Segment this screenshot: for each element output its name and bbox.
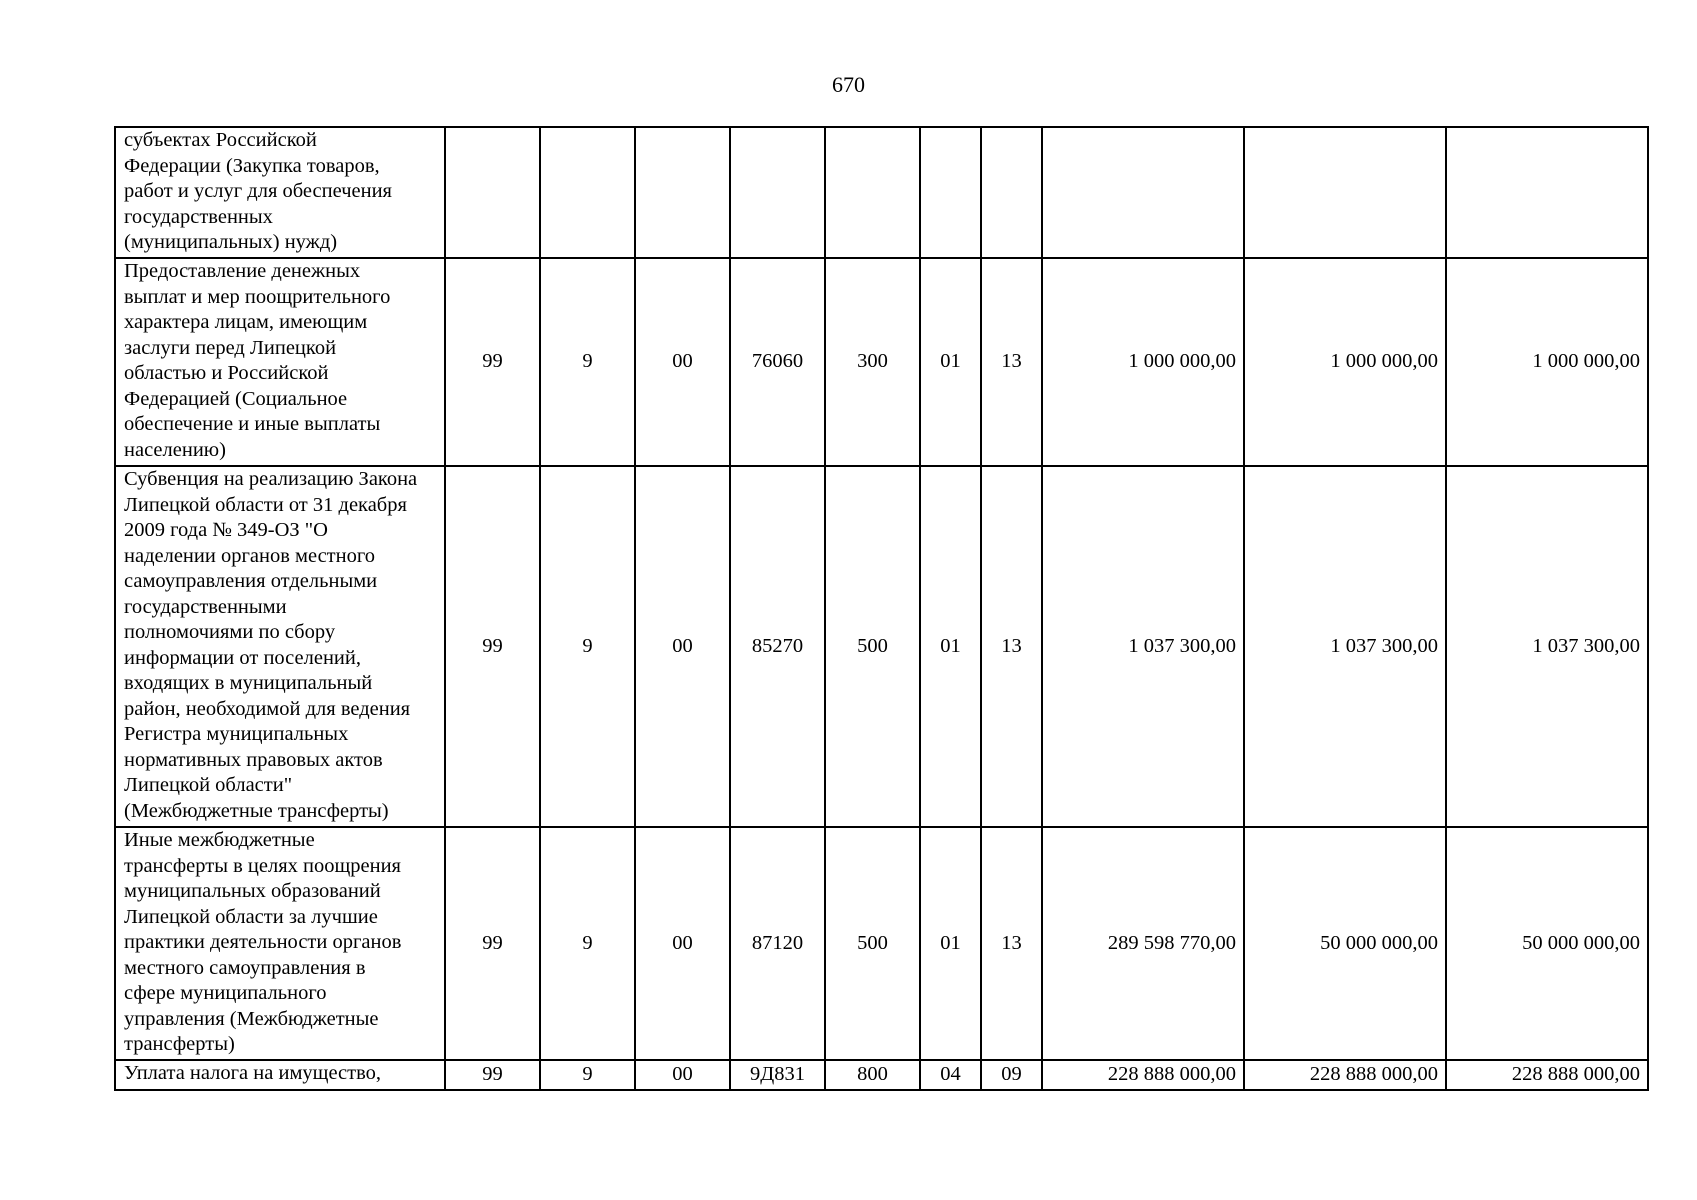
page-number: 670 xyxy=(832,72,865,97)
amount-year-1: 1 037 300,00 xyxy=(1042,466,1244,827)
subsection-code: 13 xyxy=(981,258,1042,466)
amount-year-1: 1 000 000,00 xyxy=(1042,258,1244,466)
article-code: 85270 xyxy=(730,466,825,827)
direction-code: 00 xyxy=(635,466,730,827)
article-code: 76060 xyxy=(730,258,825,466)
expense-type-code: 500 xyxy=(825,827,920,1060)
section-code: 01 xyxy=(920,827,981,1060)
amount-year-2: 1 037 300,00 xyxy=(1244,466,1446,827)
program-code: 99 xyxy=(445,827,540,1060)
subsection-code: 13 xyxy=(981,827,1042,1060)
amount-year-3 xyxy=(1446,127,1648,258)
table-row xyxy=(115,827,1648,1060)
table-row xyxy=(115,127,1648,258)
amount-year-1: 228 888 000,00 xyxy=(1042,1060,1244,1090)
direction-code: 00 xyxy=(635,1060,730,1090)
subsection-code xyxy=(981,127,1042,258)
direction-code: 00 xyxy=(635,258,730,466)
table-row xyxy=(115,258,1648,466)
amount-year-2: 228 888 000,00 xyxy=(1244,1060,1446,1090)
section-code xyxy=(920,127,981,258)
section-code: 01 xyxy=(920,258,981,466)
row-description: Иные межбюджетные трансферты в целях поощрения муниципальных образований Липецкой области за лучшие практики деятельности органов местного самоуправления в сфере муниципального управления (Межбюджетные трансферты) xyxy=(115,827,445,1060)
program-code: 99 xyxy=(445,1060,540,1090)
subsection-code: 13 xyxy=(981,466,1042,827)
subprogram-code: 9 xyxy=(540,466,635,827)
direction-code: 00 xyxy=(635,827,730,1060)
expense-type-code: 300 xyxy=(825,258,920,466)
expense-type-code xyxy=(825,127,920,258)
section-code: 04 xyxy=(920,1060,981,1090)
amount-year-3: 1 037 300,00 xyxy=(1446,466,1648,827)
expense-type-code: 500 xyxy=(825,466,920,827)
program-code: 99 xyxy=(445,466,540,827)
row-description: субъектах Российской Федерации (Закупка товаров, работ и услуг для обеспечения государственных (муниципальных) нужд) xyxy=(115,127,445,258)
amount-year-3: 1 000 000,00 xyxy=(1446,258,1648,466)
budget-table xyxy=(114,126,1649,1091)
amount-year-2: 1 000 000,00 xyxy=(1244,258,1446,466)
subprogram-code: 9 xyxy=(540,1060,635,1090)
article-code xyxy=(730,127,825,258)
subprogram-code xyxy=(540,127,635,258)
article-code: 87120 xyxy=(730,827,825,1060)
direction-code xyxy=(635,127,730,258)
subsection-code: 09 xyxy=(981,1060,1042,1090)
row-description: Уплата налога на имущество, xyxy=(115,1060,445,1090)
subprogram-code: 9 xyxy=(540,258,635,466)
amount-year-2: 50 000 000,00 xyxy=(1244,827,1446,1060)
amount-year-3: 228 888 000,00 xyxy=(1446,1060,1648,1090)
section-code: 01 xyxy=(920,466,981,827)
row-description: Предоставление денежных выплат и мер поощрительного характера лицам, имеющим заслуги перед Липецкой областью и Российской Федерацией (Социальное обеспечение и иные выплаты населению) xyxy=(115,258,445,466)
article-code: 9Д831 xyxy=(730,1060,825,1090)
table-row xyxy=(115,1060,1648,1090)
table-row xyxy=(115,466,1648,827)
subprogram-code: 9 xyxy=(540,827,635,1060)
expense-type-code: 800 xyxy=(825,1060,920,1090)
program-code xyxy=(445,127,540,258)
row-description: Субвенция на реализацию Закона Липецкой области от 31 декабря 2009 года № 349-ОЗ "О наделении органов местного самоуправления отдельными государственными полномочиями по сбору информации от поселений, входящих в муниципальный район, необходимой для ведения Регистра муниципальных нормативных правовых актов Липецкой области" (Межбюджетные трансферты) xyxy=(115,466,445,827)
program-code: 99 xyxy=(445,258,540,466)
amount-year-3: 50 000 000,00 xyxy=(1446,827,1648,1060)
amount-year-1: 289 598 770,00 xyxy=(1042,827,1244,1060)
amount-year-1 xyxy=(1042,127,1244,258)
amount-year-2 xyxy=(1244,127,1446,258)
